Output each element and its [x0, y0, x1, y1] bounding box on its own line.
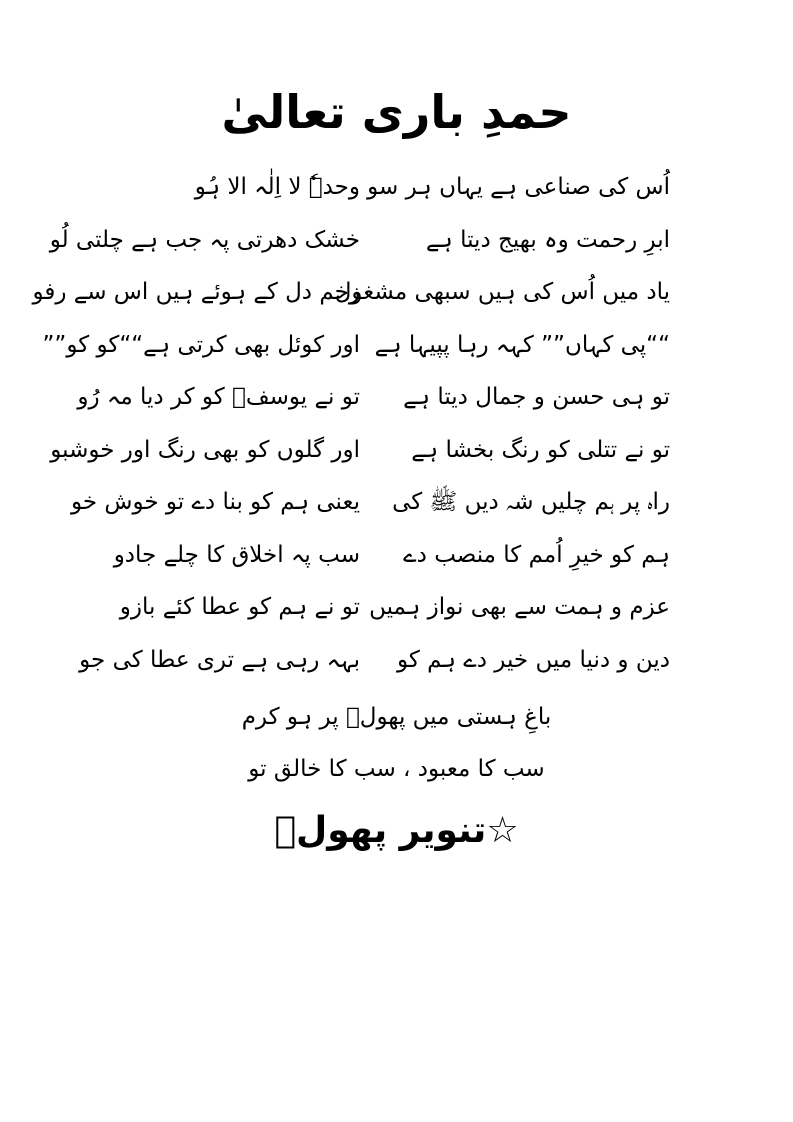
couplet — [110, 162, 670, 215]
second-hemistich: بہہ رہی ہے تری عطا کی جو — [79, 646, 360, 673]
closing-line: سب کا معبود ، سب کا خالق تو — [248, 756, 545, 782]
couplet — [77, 372, 670, 425]
couplet — [49, 215, 670, 268]
first-hemistich: یاد میں اُس کی ہیں سبھی مشغول — [334, 279, 670, 305]
second-hemistich: سب پہ اخلاق کا چلے جادو — [113, 541, 360, 568]
second-hemistich: یعنی ہم کو بنا دے تو خوش خو — [70, 489, 360, 515]
couplet-list — [32, 162, 670, 687]
first-hemistich: اُس کی صناعی ہے یہاں ہر سو — [367, 174, 670, 200]
second-hemistich: اور کوئل بھی کرتی ہے““کو کو”” — [42, 331, 360, 358]
couplet — [42, 320, 670, 373]
closing-couplet — [0, 700, 793, 804]
first-hemistich: تو ہی حسن و جمال دیتا ہے — [403, 384, 670, 410]
couplet — [50, 425, 670, 478]
couplet — [79, 635, 670, 688]
closing-line: باغِ ہستی میں پھولؔ پر ہو کرم — [241, 704, 552, 730]
first-hemistich: دین و دنیا میں خیر دے ہم کو — [397, 646, 670, 673]
first-hemistich: ““پی کہاں”” کہہ رہا پپیہا ہے — [374, 331, 670, 358]
first-hemistich: تو نے تتلی کو رنگ بخشا ہے — [411, 436, 670, 463]
couplet — [110, 530, 670, 583]
first-hemistich: عزم و ہمت سے بھی نواز ہمیں — [369, 594, 670, 620]
second-hemistich: اور گلوں کو بھی رنگ اور خوشبو — [50, 436, 360, 463]
first-hemistich: ابرِ رحمت وہ بھیج دیتا ہے — [425, 226, 670, 253]
second-hemistich: تو نے ہم کو عطا کئے بازو — [119, 594, 360, 620]
second-hemistich: تو نے یوسفؑ کو کر دیا مہ رُو — [77, 384, 360, 410]
second-hemistich: وحدہٗ لا اِلٰہ الا ہُو — [194, 174, 360, 200]
poem-title: حمدِ باری تعالیٰ — [221, 85, 572, 139]
second-hemistich: زخم دل کے ہوئے ہیں اس سے رفو — [32, 279, 360, 305]
first-hemistich: ہم کو خیرِ اُمم کا منصب دے — [403, 541, 670, 568]
couplet — [70, 477, 670, 530]
couplet — [110, 582, 670, 635]
first-hemistich: راہ پر ہم چلیں شہ دیں ﷺ کی — [392, 489, 670, 515]
couplet — [32, 267, 670, 320]
poet-signature: ☆تنویر پھولؔ — [274, 810, 519, 851]
second-hemistich: خشک دھرتی پہ جب ہے چلتی لُو — [49, 226, 360, 253]
